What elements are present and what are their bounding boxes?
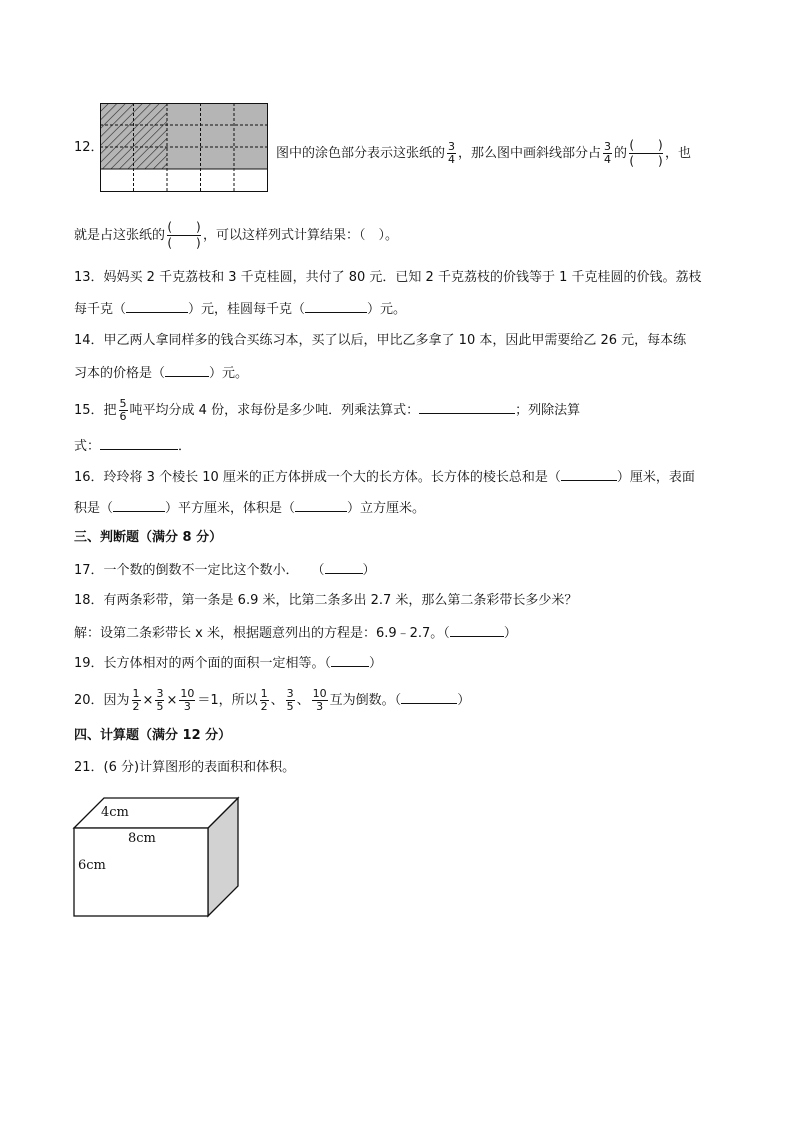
answer-blank[interactable]	[419, 399, 515, 414]
question-15-line2: 式： ．	[74, 435, 191, 457]
answer-fraction-blank[interactable]: ( ) ( )	[167, 220, 201, 250]
fraction: $\frac{10}{3}$	[312, 687, 327, 713]
answer-blank[interactable]	[401, 689, 457, 704]
question-13-line1: 13．妈妈买 2 千克荔枝和 3 千克桂圆，共付了 80 元．已知 2 千克荔枝的价钱等于 1 千克桂圆的价钱。荔枝	[74, 270, 702, 285]
text: ，可以这样列式计算结果：（ ）。	[203, 228, 399, 243]
question-14-line2: 习本的价格是（ ）元。	[74, 362, 248, 384]
question-number: 12．	[74, 140, 104, 155]
question-17: 17．一个数的倒数不一定比这个数小． （ ）	[74, 559, 376, 581]
fraction: $\frac{3}{5}$	[286, 687, 294, 713]
length-label: 8cm	[128, 831, 156, 846]
question-18-line2: 解：设第二条彩带长 x 米，根据题意列出的方程是：6.9﹣2.7。（ ）	[74, 622, 517, 644]
fraction: $\frac{3}{5}$	[156, 687, 164, 713]
text: 就是占这张纸的	[74, 228, 166, 243]
text: 的	[614, 146, 628, 161]
question-21: 21．(6 分)计算图形的表面积和体积。	[74, 760, 296, 775]
question-19: 19．长方体相对的两个面的面积一定相等。（ ）	[74, 652, 382, 674]
question-16-line2: 积是（ ）平方厘米，体积是（ ）立方厘米。	[74, 497, 425, 519]
question-15-line1: 15．把 $\frac{5}{6}$ 吨平均分成 4 份，求每份是多少吨．列乘法算式： ；列除法算	[74, 397, 581, 423]
answer-blank[interactable]	[561, 466, 617, 481]
answer-blank[interactable]	[165, 362, 209, 377]
question-13-line2: 每千克（ ）元，桂圆每千克（ ）元。	[74, 298, 406, 320]
text: ，也	[665, 146, 692, 161]
section-heading-calculation: 四、计算题（满分 12 分）	[74, 728, 232, 743]
shaded-grid-figure	[100, 103, 270, 193]
question-12-line1	[74, 138, 104, 158]
question-18-line1: 18．有两条彩带，第一条是 6.9 米，比第二条多出 2.7 米，那么第二条彩带长多少米？	[74, 593, 578, 608]
answer-blank[interactable]	[100, 435, 178, 450]
answer-blank[interactable]	[331, 652, 369, 667]
question-16-line1: 16．玲玲将 3 个棱长 10 厘米的正方体拼成一个大的长方体。长方体的棱长总和是（ ）厘米，表面	[74, 466, 695, 488]
answer-blank[interactable]	[325, 559, 363, 574]
answer-blank[interactable]	[295, 497, 347, 512]
fraction: $\frac{1}{2}$	[132, 687, 140, 713]
text: 图中的涂色部分表示这张纸的	[276, 146, 446, 161]
cuboid-drawing	[70, 792, 242, 922]
cuboid-top-face	[74, 798, 238, 828]
section-heading-judgment: 三、判断题（满分 8 分）	[74, 530, 223, 545]
fraction-5-6: $\frac{5}{6}$	[119, 397, 127, 423]
answer-blank[interactable]	[113, 497, 165, 512]
question-12-text	[276, 138, 691, 169]
answer-blank[interactable]	[305, 298, 367, 313]
fraction: $\frac{10}{3}$	[180, 687, 195, 713]
question-20: 20．因为 $\frac{1}{2}$ × $\frac{3}{5}$ × $\frac{10}{3}$ ＝1，所以 $\frac{1}{2}$ 、 $\frac{3}{5}$ 、 $\frac{10}{3}$ 互为倒数。（ ）	[74, 687, 471, 713]
depth-label: 4cm	[101, 805, 129, 820]
question-12-line2	[74, 220, 398, 251]
height-label: 6cm	[78, 858, 106, 873]
answer-blank[interactable]	[450, 622, 504, 637]
text: ，那么图中画斜线部分占	[458, 146, 602, 161]
answer-fraction-blank[interactable]: ( ) ( )	[629, 138, 663, 168]
fraction-3-4: $\frac{3}{4}$	[604, 140, 612, 166]
fraction-3-4: $\frac{3}{4}$	[448, 140, 456, 166]
question-14-line1: 14．甲乙两人拿同样多的钱合买练习本，买了以后，甲比乙多拿了 10 本，因此甲需要给乙 26 元，每本练	[74, 333, 687, 348]
fraction: $\frac{1}{2}$	[260, 687, 268, 713]
answer-blank[interactable]	[126, 298, 188, 313]
